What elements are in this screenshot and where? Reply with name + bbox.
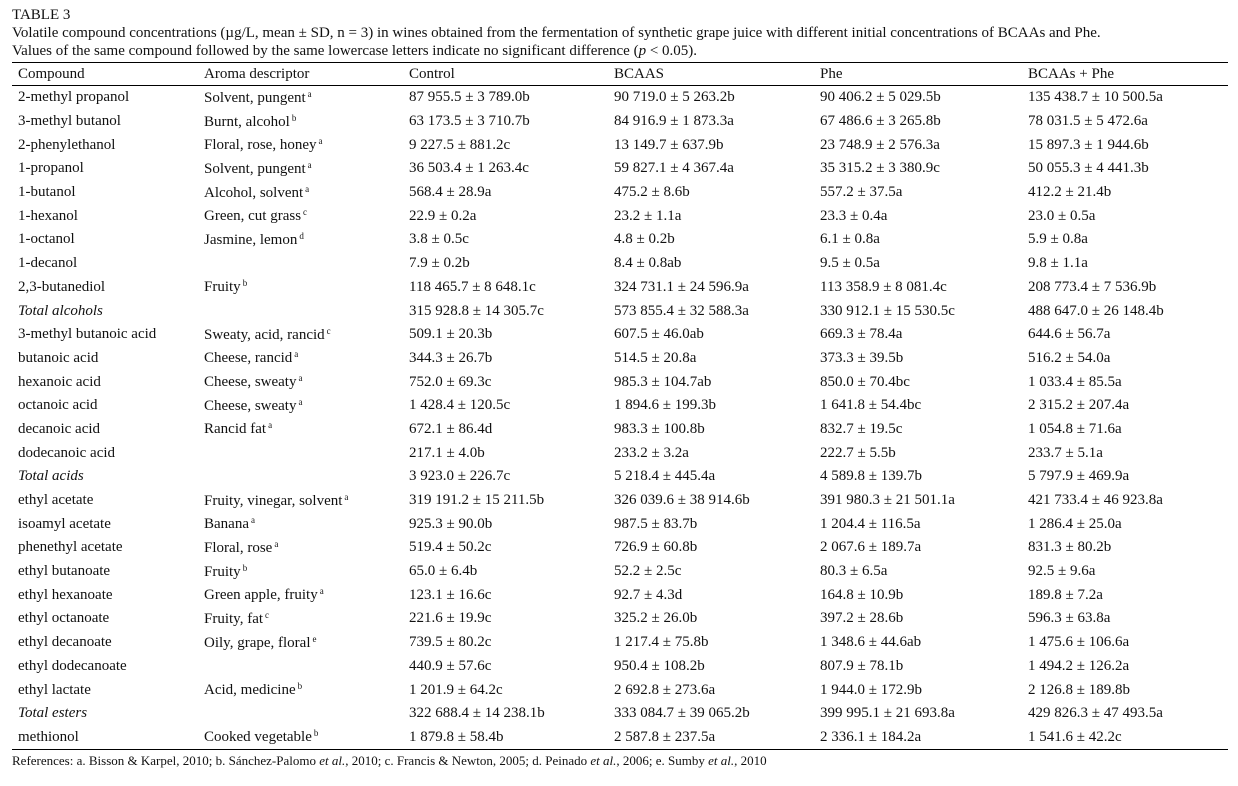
descriptor-cell [198,583,403,607]
table-row [12,655,1228,679]
table-body [12,86,1228,750]
bcaas-phe-value: 1 541.6 ± 42.2c [1022,726,1228,750]
column-header: Compound [12,63,198,86]
descriptor-cell [198,252,403,276]
descriptor-text: Banana [204,516,249,533]
bcaas-value: 726.9 ± 60.8b [614,539,698,556]
descriptor-cell [198,678,403,702]
descriptor-text: Alcohol, solvent [204,184,304,201]
table-row [12,441,1228,465]
bcaas-phe-value: 78 031.5 ± 5 472.6a [1028,113,1148,130]
table-row [12,276,1228,300]
bcaas-value: 2 587.8 ± 237.5a [608,726,814,750]
phe-value: 67 486.6 ± 3 265.8b [820,113,941,130]
descriptor-text: Acid, medicine [204,682,296,699]
phe-value: 669.3 ± 78.4a [820,326,903,343]
compound-cell: methionol [12,726,198,750]
descriptor-text: Green, cut grass [204,208,302,225]
bcaas-phe-value: 429 826.3 ± 47 493.5a [1028,705,1163,722]
table-caption-line1: Volatile compound concentrations (µg/L, mean ± SD, n = 3) in wines obtained from the fermentation of synthetic grape juice with different initial concentrations of BCAAs and Phe. [12,25,1101,41]
descriptor-text: Cheese, rancid [204,350,293,367]
bcaas-phe-value: 2 315.2 ± 207.4a [1028,397,1130,414]
references-text: , 2010 [734,753,767,769]
control-value: 118 465.7 ± 8 648.1c [409,278,536,295]
descriptor-cell [198,157,403,181]
bcaas-value: 475.2 ± 8.6b [614,184,690,201]
phe-value: 1 204.4 ± 116.5a [820,515,921,532]
descriptor-text: Cheese, sweaty [204,374,297,391]
reference-superscript: a [250,515,255,526]
table-row [12,678,1228,702]
compound-cell: dodecanoic acid [18,444,116,461]
compound-cell: phenethyl acetate [18,539,123,556]
phe-value: 391 980.3 ± 21 501.1a [820,492,955,509]
table-row [12,347,1228,371]
bcaas-value: 23.2 ± 1.1a [614,207,682,224]
table-row [12,323,1228,347]
bcaas-value: 333 084.7 ± 39 065.2b [614,705,750,722]
descriptor-text: Floral, rose, honey [204,137,317,154]
phe-value: 1 944.0 ± 172.9b [820,681,922,698]
reference-superscript: a [307,159,312,170]
et-al: et al. [590,753,617,769]
bcaas-phe-value: 15 897.3 ± 1 944.6b [1028,136,1149,153]
phe-value: 9.5 ± 0.5a [820,255,880,272]
bcaas-phe-value: 1 033.4 ± 85.5a [1028,373,1122,390]
bcaas-value: 514.5 ± 20.8a [614,349,697,366]
compound-cell: Total acids [18,468,84,485]
table-row [12,418,1228,442]
compound-cell: 3-methyl butanol [18,113,121,130]
control-value: 752.0 ± 69.3c [409,373,492,390]
bcaas-phe-value: 1 054.8 ± 71.6a [1028,420,1122,437]
bcaas-phe-value: 1 494.2 ± 126.2a [1028,657,1130,674]
compound-cell: ethyl acetate [18,492,94,509]
bcaas-value: 92.7 ± 4.3d [614,586,683,603]
control-value: 22.9 ± 0.2a [409,207,477,224]
control-value: 1 428.4 ± 120.5c [409,397,511,414]
bcaas-value: 573 855.4 ± 32 588.3a [614,302,749,319]
control-value: 509.1 ± 20.3b [409,326,493,343]
control-value: 319 191.2 ± 15 211.5b [409,492,545,509]
table-row [12,86,1228,110]
bcaas-value: 5 218.4 ± 445.4a [614,468,716,485]
reference-superscript: e [312,633,317,644]
descriptor-cell [198,512,403,536]
descriptor-cell [198,631,403,655]
compound-cell: 2,3-butanediol [18,278,106,295]
descriptor-cell [198,110,403,134]
compound-cell: hexanoic acid [18,373,101,390]
control-value: 519.4 ± 50.2c [409,539,492,556]
caption-p-symbol: p [638,43,647,59]
caption-text-end: < 0.05). [646,43,698,59]
descriptor-text: Fruity, vinegar, solvent [204,492,343,509]
column-header: BCAAs + Phe [1022,63,1228,86]
bcaas-phe-value: 831.3 ± 80.2b [1028,539,1112,556]
bcaas-phe-value: 412.2 ± 21.4b [1028,184,1112,201]
bcaas-value: 1 894.6 ± 199.3b [614,397,716,414]
phe-value: 850.0 ± 70.4bc [820,373,910,390]
bcaas-phe-value: 23.0 ± 0.5a [1028,207,1096,224]
table-row [12,228,1228,252]
bcaas-phe-value: 644.6 ± 56.7a [1028,326,1111,343]
et-al: et al. [708,753,735,769]
phe-value: 90 406.2 ± 5 029.5b [820,89,941,106]
table-row [12,133,1228,157]
descriptor-cell [198,181,403,205]
table-row [12,370,1228,394]
control-value: 221.6 ± 19.9c [409,610,492,627]
caption-text: Values of the same compound followed by the same lowercase letters indicate no significant difference ( [12,43,639,59]
reference-superscript: b [242,278,248,289]
bcaas-phe-value: 50 055.3 ± 4 441.3b [1028,160,1149,177]
bcaas-phe-value: 488 647.0 ± 26 148.4b [1028,302,1164,319]
descriptor-cell [198,465,403,489]
reference-superscript: a [298,396,303,407]
bcaas-value: 84 916.9 ± 1 873.3a [614,113,734,130]
table-row [12,252,1228,276]
bcaas-value: 1 217.4 ± 75.8b [614,634,709,651]
descriptor-cell [198,726,403,750]
control-value: 440.9 ± 57.6c [409,657,492,674]
reference-superscript: a [307,88,312,99]
references-text: , 2010; c. Francis & Newton, 2005; d. Peinado [345,753,591,769]
reference-superscript: b [313,728,319,739]
control-value: 3.8 ± 0.5c [409,231,469,248]
table-row [12,631,1228,655]
table-row [12,512,1228,536]
bcaas-phe-value: 189.8 ± 7.2a [1028,586,1103,603]
control-value: 65.0 ± 6.4b [409,563,478,580]
references-text: References: a. Bisson & Karpel, 2010; b. Sánchez-Palomo [12,753,320,769]
compound-cell: Total esters [18,705,88,722]
phe-value: 1 348.6 ± 44.6ab [820,634,922,651]
bcaas-phe-value: 1 475.6 ± 106.6a [1028,634,1130,651]
bcaas-phe-value: 92.5 ± 9.6a [1028,563,1096,580]
control-value: 3 923.0 ± 226.7c [409,468,511,485]
reference-superscript: c [303,207,308,218]
compound-cell: 1-propanol [18,160,84,177]
column-header: Aroma descriptor [198,63,403,86]
descriptor-cell [198,441,403,465]
table-row [12,607,1228,631]
compound-cell: ethyl octanoate [18,610,110,627]
compound-cell: ethyl hexanoate [18,586,113,603]
descriptor-cell [198,560,403,584]
total-row [12,299,1228,323]
phe-value: 807.9 ± 78.1b [820,657,904,674]
phe-value: 164.8 ± 10.9b [820,586,904,603]
descriptor-cell [198,607,403,631]
descriptor-cell [198,276,403,300]
table-row [12,157,1228,181]
descriptor-text: Rancid fat [204,421,267,438]
control-value: 87 955.5 ± 3 789.0b [409,89,530,106]
control-value: 1 201.9 ± 64.2c [409,681,503,698]
compound-cell: 1-octanol [18,231,75,248]
compound-cell: 2-methyl propanol [18,89,130,106]
control-value: 217.1 ± 4.0b [409,444,485,461]
compound-cell: butanoic acid [18,349,99,366]
reference-superscript: c [265,609,270,620]
bcaas-value: 90 719.0 ± 5 263.2b [614,89,735,106]
table-row [12,181,1228,205]
descriptor-cell [198,228,403,252]
control-value: 7.9 ± 0.2b [409,255,470,272]
phe-value: 399 995.1 ± 21 693.8a [820,705,955,722]
phe-value: 6.1 ± 0.8a [820,231,880,248]
compound-cell: Total alcohols [18,302,103,319]
reference-superscript: a [305,183,310,194]
reference-superscript: b [291,112,297,123]
compound-cell: 2-phenylethanol [18,136,116,153]
phe-value: 35 315.2 ± 3 380.9c [820,160,940,177]
phe-value: 23 748.9 ± 2 576.3a [820,136,940,153]
descriptor-text: Sweaty, acid, rancid [204,326,325,343]
descriptor-text: Fruity [204,563,241,580]
compound-cell: ethyl butanoate [18,563,111,580]
phe-value: 2 336.1 ± 184.2a [814,726,1022,750]
bcaas-value: 983.3 ± 100.8b [614,420,705,437]
phe-value: 330 912.1 ± 15 530.5c [820,302,955,319]
total-row [12,465,1228,489]
control-value: 925.3 ± 90.0b [409,515,493,532]
bcaas-phe-value: 1 286.4 ± 25.0a [1028,515,1122,532]
bcaas-phe-value: 233.7 ± 5.1a [1028,444,1103,461]
control-value: 1 879.8 ± 58.4b [403,726,608,750]
table-caption-line2 [12,42,1228,60]
descriptor-cell [198,489,403,513]
bcaas-phe-value: 5 797.9 ± 469.9a [1028,468,1130,485]
descriptor-cell [198,655,403,679]
bcaas-phe-value: 5.9 ± 0.8a [1028,231,1088,248]
descriptor-text: Burnt, alcohol [204,113,290,130]
table-row [12,110,1228,134]
table-row [12,726,1228,750]
column-header: Control [403,63,608,86]
bcaas-phe-value: 421 733.4 ± 46 923.8a [1028,492,1163,509]
bcaas-phe-value: 596.3 ± 63.8a [1028,610,1111,627]
bcaas-value: 985.3 ± 104.7ab [614,373,712,390]
descriptor-cell [198,204,403,228]
table-row [12,204,1228,228]
descriptor-cell [198,347,403,371]
descriptor-text: Fruity [204,279,241,296]
bcaas-value: 4.8 ± 0.2b [614,231,675,248]
reference-superscript: b [297,681,303,692]
phe-value: 373.3 ± 39.5b [820,349,904,366]
bcaas-phe-value: 208 773.4 ± 7 536.9b [1028,278,1157,295]
reference-superscript: a [344,491,349,502]
compound-cell: 1-hexanol [18,207,78,224]
bcaas-value: 987.5 ± 83.7b [614,515,698,532]
bcaas-value: 607.5 ± 46.0ab [614,326,704,343]
descriptor-text: Cooked vegetable [204,729,312,746]
descriptor-text: Cheese, sweaty [204,397,297,414]
phe-value: 832.7 ± 19.5c [820,420,903,437]
table-row [12,583,1228,607]
compound-table [12,63,1228,750]
phe-value: 113 358.9 ± 8 081.4c [820,278,947,295]
control-value: 9 227.5 ± 881.2c [409,136,511,153]
compound-cell: ethyl dodecanoate [18,657,127,674]
bcaas-phe-value: 516.2 ± 54.0a [1028,349,1111,366]
descriptor-text: Fruity, fat [204,610,264,627]
column-header: BCAAS [608,63,814,86]
phe-value: 1 641.8 ± 54.4bc [820,397,922,414]
control-value: 672.1 ± 86.4d [409,420,493,437]
table-row [12,560,1228,584]
bcaas-phe-value: 2 126.8 ± 189.8b [1028,681,1130,698]
bcaas-value: 8.4 ± 0.8ab [614,255,682,272]
phe-value: 80.3 ± 6.5a [820,563,888,580]
header-row [12,63,1228,86]
bcaas-value: 324 731.1 ± 24 596.9a [614,278,749,295]
reference-superscript: a [268,420,273,431]
bcaas-value: 325.2 ± 26.0b [614,610,698,627]
descriptor-cell [198,323,403,347]
control-value: 63 173.5 ± 3 710.7b [409,113,530,130]
phe-value: 23.3 ± 0.4a [820,207,888,224]
compound-cell: 3-methyl butanoic acid [18,326,157,343]
control-value: 344.3 ± 26.7b [409,349,493,366]
bcaas-phe-value: 135 438.7 ± 10 500.5a [1028,89,1163,106]
control-value: 123.1 ± 16.6c [409,586,492,603]
total-row [12,702,1228,726]
table-label: TABLE 3 [12,7,71,23]
descriptor-text: Floral, rose [204,539,273,556]
compound-cell: ethyl lactate [18,681,91,698]
descriptor-text: Oily, grape, floral [204,634,311,651]
phe-value: 2 067.6 ± 189.7a [820,539,922,556]
compound-cell: 1-decanol [18,255,78,272]
bcaas-value: 2 692.8 ± 273.6a [614,681,716,698]
control-value: 315 928.8 ± 14 305.7c [409,302,544,319]
control-value: 739.5 ± 80.2c [409,634,492,651]
reference-superscript: b [242,562,248,573]
descriptor-text: Solvent, pungent [204,160,306,177]
compound-cell: isoamyl acetate [18,515,111,532]
et-al: et al. [319,753,346,769]
bcaas-value: 326 039.6 ± 38 914.6b [614,492,750,509]
descriptor-cell [198,370,403,394]
descriptor-cell [198,86,403,110]
table-row [12,489,1228,513]
phe-value: 4 589.8 ± 139.7b [820,468,922,485]
bcaas-value: 233.2 ± 3.2a [614,444,689,461]
descriptor-cell [198,133,403,157]
reference-superscript: a [294,349,299,360]
bcaas-value: 13 149.7 ± 637.9b [614,136,724,153]
compound-cell: 1-butanol [18,184,76,201]
compound-cell: decanoic acid [18,420,101,437]
bcaas-value: 52.2 ± 2.5c [614,563,682,580]
column-header: Phe [814,63,1022,86]
reference-superscript: c [326,325,331,336]
compound-cell: octanoic acid [18,397,98,414]
phe-value: 557.2 ± 37.5a [820,184,903,201]
bcaas-phe-value: 9.8 ± 1.1a [1028,255,1088,272]
bcaas-value: 950.4 ± 108.2b [614,657,705,674]
compound-cell: ethyl decanoate [18,634,112,651]
descriptor-cell [198,702,403,726]
references-footnote [12,753,1228,769]
control-value: 322 688.4 ± 14 238.1b [409,705,545,722]
descriptor-text: Solvent, pungent [204,89,306,106]
descriptor-cell [198,299,403,323]
descriptor-text: Jasmine, lemon [204,231,298,248]
descriptor-cell [198,418,403,442]
phe-value: 222.7 ± 5.5b [820,444,896,461]
descriptor-cell [198,394,403,418]
references-text: , 2006; e. Sumby [616,753,709,769]
reference-superscript: a [318,136,323,147]
descriptor-text: Green apple, fruity [204,587,318,604]
table-row [12,394,1228,418]
reference-superscript: a [274,538,279,549]
table-row [12,536,1228,560]
reference-superscript: a [298,373,303,384]
control-value: 36 503.4 ± 1 263.4c [409,160,529,177]
phe-value: 397.2 ± 28.6b [820,610,904,627]
control-value: 568.4 ± 28.9a [409,184,492,201]
bcaas-value: 59 827.1 ± 4 367.4a [614,160,734,177]
reference-superscript: a [319,586,324,597]
descriptor-cell [198,536,403,560]
reference-superscript: d [299,230,304,241]
